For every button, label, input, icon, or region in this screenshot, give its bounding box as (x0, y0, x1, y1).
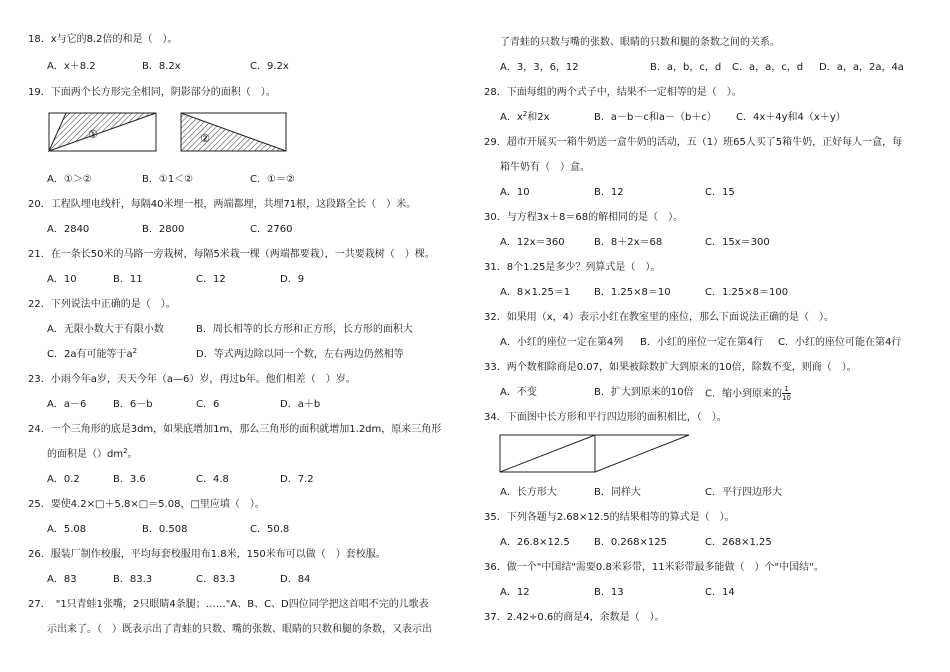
q30-option-b[interactable]: B．8＋2x＝68 (594, 237, 663, 248)
q20-option-c[interactable]: C．2760 (250, 224, 293, 235)
q36-stem: 36．做一个"中国结"需要0.8米彩带，11米彩带最多能做（ ）个"中国结"。 (484, 562, 824, 573)
q22-option-c-text: C．2a有可能等于a (47, 349, 133, 360)
q21-stem: 21．在一条长50米的马路一旁栽树，每隔5米栽一棵（两端都要栽），一共要栽树（ ）棵。 (28, 249, 435, 260)
q24-stem-line2-text: 的面积是（）dm (47, 449, 124, 460)
q26-option-a[interactable]: A．83 (47, 574, 77, 585)
q33-fraction (782, 385, 791, 402)
q33-stem: 33．两个数相除商是0.07，如果被除数扩大到原来的10倍，除数不变，则商（ ）。 (484, 362, 857, 373)
q24-stem: 24．一个三角形的底是3dm，如果底增加1m，那么三角形的面积就增加1.2dm，原来三角形 (28, 424, 442, 435)
q20-option-a[interactable]: A．2840 (47, 224, 90, 235)
q25-option-b[interactable]: B．0.508 (142, 524, 188, 535)
q22-option-a[interactable]: A．无限小数大于有限小数 (47, 324, 164, 335)
q24-option-b[interactable]: B．3.6 (113, 474, 146, 485)
q26-option-d[interactable]: D．84 (280, 574, 311, 585)
q30-stem: 30．与方程3x＋8＝68的解相同的是（ ）。 (484, 212, 684, 223)
q28-stem: 28．下面每组的两个式子中，结果不一定相等的是（ ）。 (484, 87, 742, 98)
q29-option-c[interactable]: C．15 (705, 187, 735, 198)
q19-option-a[interactable]: A．①＞② (47, 174, 92, 185)
q24-stem-exponent: 2 (123, 447, 128, 455)
q22-option-b[interactable]: B．周长相等的长方形和正方形，长方形的面积大 (196, 324, 413, 335)
q25-option-c[interactable]: C．50.8 (250, 524, 290, 535)
q21-option-a[interactable]: A．10 (47, 274, 77, 285)
q33-fraction-numerator: 1 (782, 385, 791, 394)
q27-option-a[interactable]: A．3，3，6，12 (500, 62, 579, 73)
q32-option-b[interactable]: B．小红的座位一定在第4行 (640, 337, 764, 348)
q22-option-c-exponent: 2 (132, 347, 138, 355)
q24-stem-line2-end: 。 (127, 449, 138, 460)
q26-stem: 26．服装厂制作校服，平均每套校服用布1.8米，150米布可以做（ ）套校服。 (28, 549, 386, 560)
q28-option-a-exponent: 2 (522, 110, 528, 118)
q34-option-a[interactable]: A．长方形大 (500, 487, 557, 498)
q28-option-b[interactable]: B．a－b－c和a－（b＋c） (594, 112, 717, 123)
q24-option-a[interactable]: A．0.2 (47, 474, 80, 485)
q18-option-a[interactable]: A．x＋8.2 (47, 61, 96, 72)
q19-fig1-label: ① (88, 128, 98, 141)
q32-option-a[interactable]: A．小红的座位一定在第4列 (500, 337, 624, 348)
q18-option-b[interactable]: B．8.2x (142, 61, 181, 72)
q23-option-d[interactable]: D．a＋b (280, 399, 321, 410)
q19-fig2-label: ② (200, 132, 210, 145)
q27-option-c[interactable]: C．a，a，c，d (732, 62, 804, 73)
q22-stem: 22．下列说法中正确的是（ ）。 (28, 299, 176, 310)
q36-option-a[interactable]: A．12 (500, 587, 530, 598)
q18-option-c[interactable]: C．9.2x (250, 61, 289, 72)
q27-option-d[interactable]: D．a，a，2a，4a (819, 62, 904, 73)
q28-option-a-text: A．x (500, 112, 523, 123)
q30-option-a[interactable]: A．12x＝360 (500, 237, 565, 248)
q29-option-b[interactable]: B．12 (594, 187, 624, 198)
q19-option-c[interactable]: C．①＝② (250, 174, 295, 185)
q28-option-a-end: 和2x (527, 112, 550, 123)
q35-stem: 35．下列各题与2.68×12.5的结果相等的算式是（ ）。 (484, 512, 735, 523)
q33-fraction-denominator: 10 (781, 394, 791, 402)
q29-stem: 29．超市开展买一箱牛奶送一盒牛奶的活动，五（1）班65人买了5箱牛奶，正好每人一盒，每 (484, 137, 903, 148)
q26-option-c[interactable]: C．83.3 (196, 574, 236, 585)
q34-stem: 34．下面图中长方形和平行四边形的面积相比，（ ）。 (484, 412, 727, 423)
q25-stem: 25．要使4.2×□＋5.8×□＝5.08，□里应填（ ）。 (28, 499, 265, 510)
q28-option-c[interactable]: C．4x＋4y和4（x＋y） (736, 112, 846, 123)
q18-stem: 18．x与它的8.2倍的和是（ ）。 (28, 34, 178, 45)
q24-option-d[interactable]: D．7.2 (280, 474, 314, 485)
q22-option-c[interactable] (47, 348, 137, 362)
q21-option-c[interactable]: C．12 (196, 274, 226, 285)
q30-option-c[interactable]: C．15x＝300 (705, 237, 770, 248)
q33-option-a[interactable]: A．不变 (500, 387, 537, 398)
q33-option-b[interactable]: B．扩大到原来的10倍 (594, 387, 694, 398)
q31-option-a[interactable]: A．8×1.25＝1 (500, 287, 571, 298)
q19-stem: 19．下面两个长方形完全相同，阴影部分的面积（ ）。 (28, 87, 276, 98)
q21-option-b[interactable]: B．11 (113, 274, 143, 285)
q36-option-b[interactable]: B．13 (594, 587, 624, 598)
q23-option-c[interactable]: C．6 (196, 399, 220, 410)
q25-option-a[interactable]: A．5.08 (47, 524, 87, 535)
q36-option-c[interactable]: C．14 (705, 587, 735, 598)
q24-option-c[interactable]: C．4.8 (196, 474, 229, 485)
q35-option-a[interactable]: A．26.8×12.5 (500, 537, 570, 548)
q29-option-a[interactable]: A．10 (500, 187, 530, 198)
q19-figure-1 (48, 112, 158, 154)
q27-stem-line3: 了青蛙的只数与嘴的张数、眼睛的只数和腿的条数之间的关系。 (500, 37, 780, 48)
q31-option-b[interactable]: B．1.25×8＝10 (594, 287, 671, 298)
q31-option-c[interactable]: C．1.25×8＝100 (705, 287, 789, 298)
q22-option-d[interactable]: D．等式两边除以同一个数，左右两边仍然相等 (196, 349, 404, 360)
q37-stem: 37．2.42÷0.6的商是4，余数是（ ）。 (484, 612, 665, 623)
q29-stem-line2: 箱牛奶有（ ）盒。 (500, 162, 590, 173)
q23-option-a[interactable]: A．a－6 (47, 399, 87, 410)
q33-option-c-text: C．缩小到原来的 (705, 388, 782, 400)
q32-option-c[interactable]: C．小红的座位可能在第4行 (778, 337, 902, 348)
q19-figure-2 (180, 112, 290, 154)
q28-option-a[interactable] (500, 111, 550, 125)
q34-option-c[interactable]: C．平行四边形大 (705, 487, 782, 498)
q26-option-b[interactable]: B．83.3 (113, 574, 153, 585)
q33-option-c[interactable] (705, 385, 791, 402)
q31-stem: 31．8个1.25是多少？列算式是（ ）。 (484, 262, 661, 273)
q35-option-c[interactable]: C．268×1.25 (705, 537, 772, 548)
q32-stem: 32．如果用（x，4）表示小红在教室里的座位，那么下面说法正确的是（ ）。 (484, 312, 835, 323)
q24-stem-line2 (47, 448, 138, 462)
q19-option-b[interactable]: B．①1＜② (142, 174, 194, 185)
q27-stem-line2: 示出来了。（ ）既表示出了青蛙的只数、嘴的张数、眼睛的只数和腿的条数，又表示出 (47, 624, 432, 635)
q23-stem: 23．小雨今年a岁，天天今年（a—6）岁，再过b年。他们相差（ ）岁。 (28, 374, 356, 385)
q34-option-b[interactable]: B．同样大 (594, 487, 641, 498)
q27-stem: 27． "1只青蛙1张嘴，2只眼睛4条腿；……"A、B、C、D四位同学把这首唱不完的儿歌表 (28, 599, 429, 610)
q23-option-b[interactable]: B．6－b (113, 399, 153, 410)
q20-option-b[interactable]: B．2800 (142, 224, 185, 235)
q27-option-b[interactable]: B．a，b，c，d (650, 62, 722, 73)
q34-figure (499, 434, 691, 474)
q35-option-b[interactable]: B．0.268×125 (594, 537, 667, 548)
q21-option-d[interactable]: D．9 (280, 274, 305, 285)
q20-stem: 20．工程队埋电线杆，每隔40米埋一根，两端都埋，共埋71根，这段路全长（ ）米。 (28, 199, 417, 210)
